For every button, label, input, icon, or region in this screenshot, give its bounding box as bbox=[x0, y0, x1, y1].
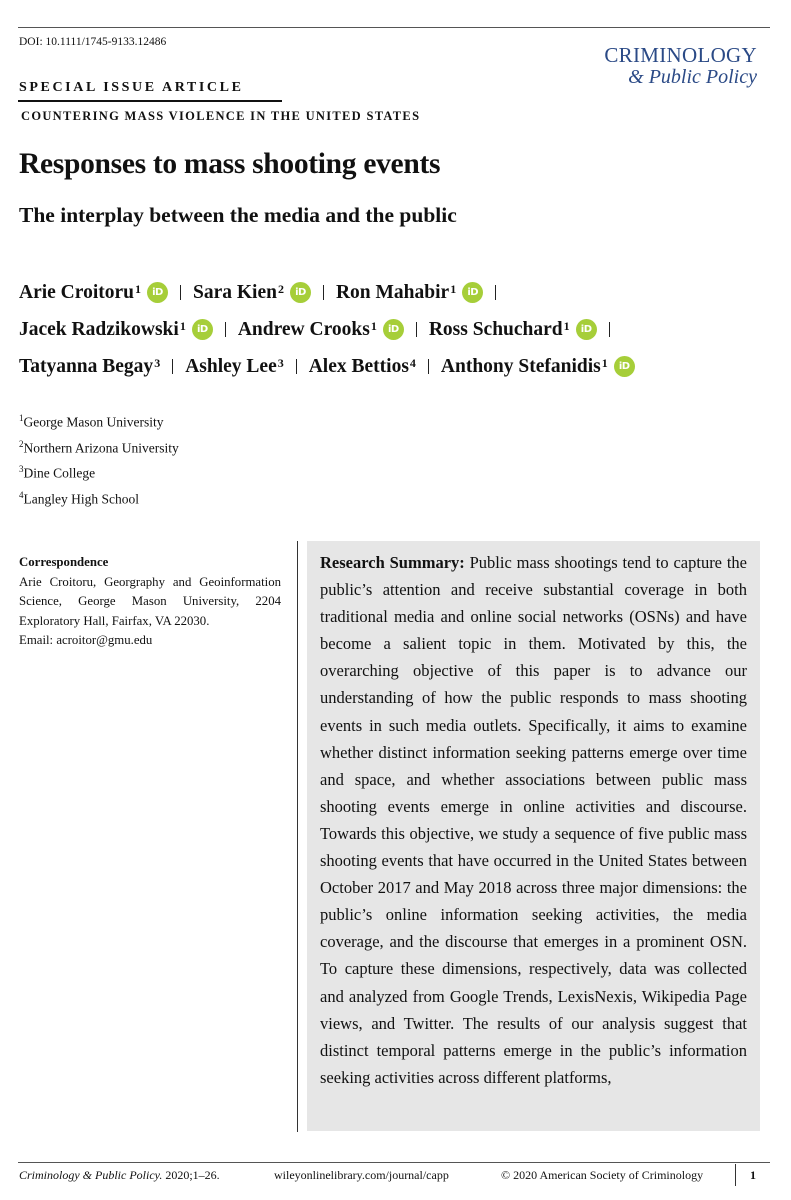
research-summary-box bbox=[307, 541, 760, 1131]
orcid-icon[interactable]: iD bbox=[290, 282, 311, 303]
affiliation-number: 2 bbox=[19, 438, 24, 449]
affiliation-marker: 2 bbox=[277, 282, 284, 296]
column-divider bbox=[297, 541, 298, 1132]
separator bbox=[495, 285, 496, 300]
separator bbox=[225, 322, 226, 337]
issue-label: SPECIAL ISSUE ARTICLE bbox=[19, 80, 244, 95]
affiliation-marker: 1 bbox=[450, 282, 457, 296]
affiliation bbox=[19, 439, 179, 465]
affiliation-number: 4 bbox=[19, 489, 24, 500]
article-subtitle: The interplay between the media and the public bbox=[19, 203, 457, 227]
separator bbox=[323, 285, 324, 300]
separator bbox=[296, 359, 297, 374]
author-name: Tatyanna Begay bbox=[19, 355, 154, 377]
affiliation-marker: 1 bbox=[134, 282, 141, 296]
affiliation-text: Dine College bbox=[23, 465, 96, 481]
affiliation-text: Northern Arizona University bbox=[23, 440, 179, 455]
affiliation-marker: 3 bbox=[277, 356, 284, 370]
correspondence-heading: Correspondence bbox=[19, 555, 109, 569]
correspondence-address: Arie Croitoru, Georgraphy and Geoinformation Science, George Mason University, 2204 Exploratory Hall, Fairfax, VA 22030. bbox=[19, 574, 281, 628]
journal-logo-line1: CRIMINOLOGY bbox=[604, 43, 757, 67]
author[interactable] bbox=[429, 319, 570, 341]
author-name: Alex Bettios bbox=[308, 355, 409, 377]
affiliation-marker: 3 bbox=[154, 356, 161, 370]
affiliation-marker: 4 bbox=[409, 356, 416, 370]
affiliation-marker: 1 bbox=[601, 356, 608, 370]
research-summary bbox=[320, 549, 747, 1091]
journal-logo bbox=[604, 44, 757, 88]
footer-separator bbox=[735, 1164, 736, 1186]
orcid-icon[interactable]: iD bbox=[147, 282, 168, 303]
author-name: Ross Schuchard bbox=[428, 318, 563, 340]
author-name: Andrew Crooks bbox=[237, 318, 370, 340]
separator bbox=[416, 322, 417, 337]
author-name: Sara Kien bbox=[192, 281, 277, 303]
author[interactable] bbox=[19, 319, 186, 341]
affiliation-number: 3 bbox=[19, 464, 24, 474]
journal-logo-line2: & Public Policy bbox=[628, 66, 757, 88]
author-name: Anthony Stefanidis bbox=[440, 355, 601, 377]
orcid-icon[interactable]: iD bbox=[614, 356, 635, 377]
issue-topic: COUNTERING MASS VIOLENCE IN THE UNITED STATES bbox=[21, 109, 421, 123]
author-name: Jacek Radzikowski bbox=[19, 318, 179, 340]
footer-journal-name: Criminology & Public Policy. bbox=[19, 1168, 163, 1182]
author-name: Arie Croitoru bbox=[19, 281, 134, 303]
author[interactable] bbox=[238, 319, 377, 341]
author-line bbox=[19, 348, 769, 385]
affiliation bbox=[19, 413, 179, 439]
affiliation bbox=[19, 490, 179, 516]
research-summary-heading: Research Summary: bbox=[320, 553, 465, 572]
article-title: Responses to mass shooting events bbox=[19, 148, 441, 180]
separator bbox=[609, 322, 610, 337]
author[interactable] bbox=[19, 356, 160, 378]
affiliation-marker: 1 bbox=[179, 319, 186, 333]
footer-rule bbox=[18, 1162, 770, 1163]
author[interactable] bbox=[309, 356, 416, 378]
affiliation-marker: 1 bbox=[370, 319, 377, 333]
affiliations bbox=[19, 413, 179, 515]
author-name: Ron Mahabir bbox=[335, 281, 450, 303]
affiliation-text: Langley High School bbox=[23, 491, 139, 506]
separator bbox=[428, 359, 429, 374]
separator bbox=[172, 359, 173, 374]
author[interactable] bbox=[336, 282, 456, 304]
orcid-icon[interactable]: iD bbox=[462, 282, 483, 303]
issue-rule bbox=[18, 100, 282, 102]
affiliation bbox=[19, 464, 179, 490]
research-summary-text: Public mass shootings tend to capture the public’s attention and receive substantial coverage in both traditional media and online social networks (OSNs) and have become a salient topic in them. Motivated by this, the overarching objective of this paper is to advance our understanding of how the public responds to mass shooting events in such media outlets. Specifically, it aims to examine whether distinct information seeking patterns emerge over time and space, and whether associations between public mass shooting events emerge in online activities and discourse. Towards this objective, we study a sequence of five public mass shooting events that have occurred in the United States between October 2017 and May 2018 across three major dimensions: the public’s online information seeking activities, the media coverage, and the discourse that emerges in a prominent OSN. To capture these dimensions, respectively, data was collected and analyzed from Google Trends, LexisNexis, Wikipedia Page views, and Twitter. The results of our analysis suggest that distinct temporal patterns emerge in the public’s information seeking activities across different platforms, bbox=[320, 553, 748, 1087]
orcid-icon[interactable]: iD bbox=[383, 319, 404, 340]
orcid-icon[interactable]: iD bbox=[576, 319, 597, 340]
footer-journal bbox=[19, 1168, 220, 1183]
author-name: Ashley Lee bbox=[185, 355, 277, 377]
correspondence bbox=[19, 553, 281, 651]
author[interactable] bbox=[193, 282, 284, 304]
affiliation-marker: 1 bbox=[563, 319, 570, 333]
orcid-icon[interactable]: iD bbox=[192, 319, 213, 340]
affiliation-text: George Mason University bbox=[23, 414, 164, 430]
author-line bbox=[19, 311, 769, 348]
correspondence-email[interactable]: Email: acroitor@gmu.edu bbox=[19, 633, 153, 647]
footer-url[interactable]: wileyonlinelibrary.com/journal/capp bbox=[274, 1168, 449, 1182]
top-rule bbox=[18, 27, 770, 28]
affiliation-number: 1 bbox=[19, 413, 24, 423]
author-list bbox=[19, 274, 769, 385]
page-number: 1 bbox=[750, 1168, 756, 1182]
author[interactable] bbox=[19, 282, 141, 304]
author-line bbox=[19, 274, 769, 311]
doi[interactable]: DOI: 10.1111/1745-9133.12486 bbox=[19, 36, 167, 48]
author[interactable] bbox=[185, 356, 284, 378]
separator bbox=[180, 285, 181, 300]
author[interactable] bbox=[441, 356, 608, 378]
footer-copyright: © 2020 American Society of Criminology bbox=[501, 1168, 704, 1182]
footer-citation: 2020;1–26. bbox=[165, 1168, 220, 1182]
